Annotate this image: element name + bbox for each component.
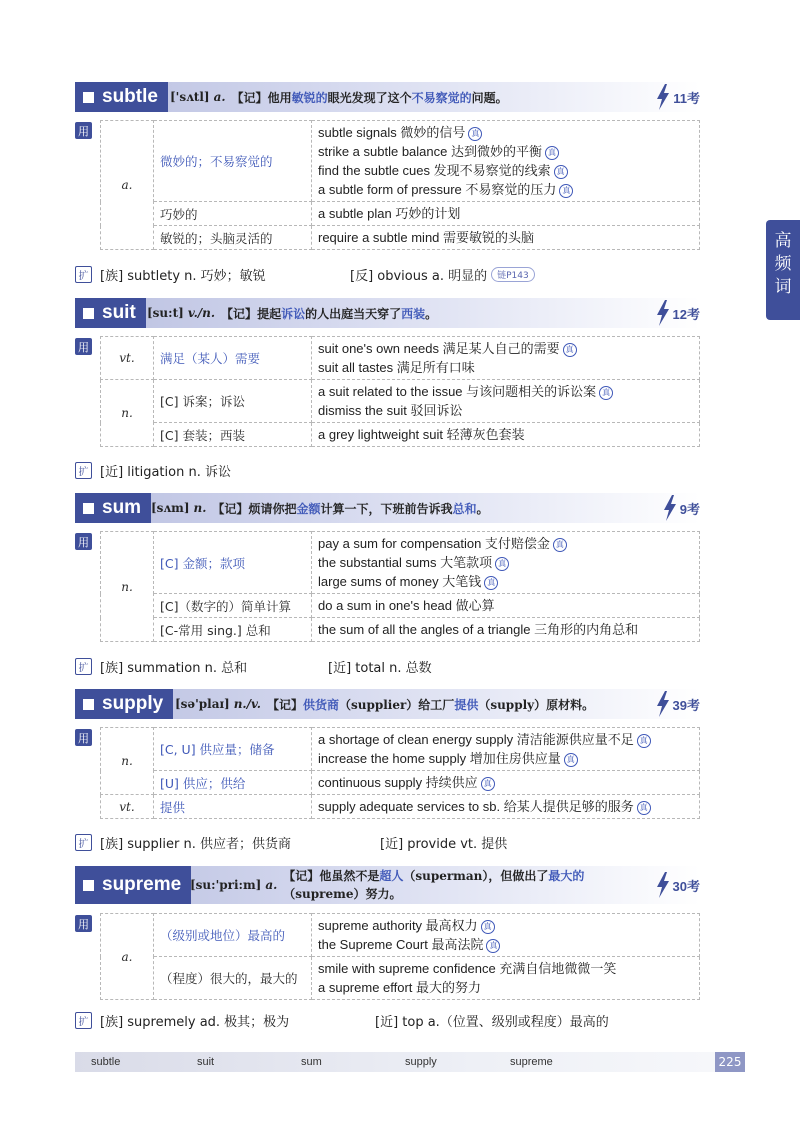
headword-supreme: supreme: [75, 866, 191, 904]
exam-count-sum: 9考: [663, 493, 700, 523]
pos-cell: n.: [101, 728, 154, 795]
page-footer: [75, 1052, 745, 1072]
meaning-cell: 微妙的；不易察觉的: [154, 121, 312, 202]
definition-table-suit: [100, 336, 700, 447]
examples-cell: a suit related to the issue 与该问题相关的诉讼案 真 dismiss the suit 驳回诉讼: [312, 380, 700, 423]
extension-row-subtle: 扩 [族] subtlety n. 巧妙；敏锐 [反] obvious a. 明显的 链P143: [75, 265, 535, 284]
side-tab-c1: 高: [774, 231, 792, 251]
entry-header-supreme: [75, 866, 700, 904]
extension-tag-icon: 扩: [75, 462, 92, 479]
footer-word: supply: [405, 1056, 437, 1068]
meaning-cell: [C, U] 供应量；储备: [154, 728, 312, 771]
table-row: [101, 795, 700, 819]
examples-cell: a shortage of clean energy supply 清洁能源供应量不足 真 increase the home supply 增加住房供应量 真: [312, 728, 700, 771]
lightning-icon: [656, 84, 670, 110]
meaning-cell: [C-常用 sing.] 总和: [154, 618, 312, 642]
pos-cell: n.: [101, 532, 154, 642]
table-row: [101, 380, 700, 423]
page-number: 225: [715, 1052, 745, 1072]
definition-table-sum: [100, 531, 700, 642]
meaning-cell: 巧妙的: [154, 202, 312, 226]
extension-row-sum: 扩 [族] summation n. 总和 [近] total n. 总数: [75, 657, 432, 676]
entry-header-suit: [75, 298, 700, 328]
exam-count-suit: 12考: [656, 298, 700, 328]
examples-cell: require a subtle mind 需要敏锐的头脑: [312, 226, 700, 250]
meaning-cell: 敏锐的；头脑灵活的: [154, 226, 312, 250]
pos-cell: vt.: [101, 795, 154, 819]
lightning-icon: [656, 300, 670, 326]
extension-row-supreme: 扩 [族] supremely ad. 极其；极为 [近] top a.（位置、级别或程度）最高的: [75, 1011, 609, 1030]
meaning-cell: [C] 金额；款项: [154, 532, 312, 594]
table-row: [101, 423, 700, 447]
pos-cell: vt.: [101, 337, 154, 380]
table-row: [101, 532, 700, 594]
side-tab-c2: 频: [774, 254, 792, 274]
extension-row-suit: 扩 [近] litigation n. 诉讼: [75, 461, 231, 480]
extension-tag-icon: 扩: [75, 834, 92, 851]
table-row: [101, 594, 700, 618]
definition-table-subtle: [100, 120, 700, 250]
extension-tag-icon: 扩: [75, 658, 92, 675]
extension-tag-icon: 扩: [75, 1012, 92, 1029]
entry-memo-sum: [sʌm] n. 【记】 烦请你把 金额 计算一下，下班前告诉我 总和 。: [151, 501, 489, 516]
meaning-cell: [C]（数字的）简单计算: [154, 594, 312, 618]
examples-cell: continuous supply 持续供应 真: [312, 771, 700, 795]
examples-cell: supreme authority 最高权力 真 the Supreme Court 最高法院 真: [312, 914, 700, 957]
cross-reference-chip[interactable]: 链P143: [491, 267, 535, 282]
footer-word: suit: [197, 1056, 215, 1068]
table-row: [101, 121, 700, 202]
pos-cell: a.: [101, 914, 154, 1000]
pos-cell: a.: [101, 121, 154, 250]
examples-cell: the sum of all the angles of a triangle 三角形的内角总和: [312, 618, 700, 642]
examples-cell: supply adequate services to sb. 给某人提供足够的服务 真: [312, 795, 700, 819]
meaning-cell: （级别或地位）最高的: [154, 914, 312, 957]
examples-cell: a grey lightweight suit 轻薄灰色套装: [312, 423, 700, 447]
entry-header-supply: [75, 689, 700, 719]
table-row: [101, 728, 700, 771]
table-row: [101, 202, 700, 226]
entry-memo-suit: [su:t] v./n. 【记】 提起 诉讼 的人出庭当天穿了 西装 。: [147, 306, 438, 321]
usage-tag-icon: 用: [75, 338, 92, 355]
usage-tag-icon: 用: [75, 122, 92, 139]
table-row: [101, 618, 700, 642]
usage-tag-icon: 用: [75, 729, 92, 746]
meaning-cell: 满足（某人）需要: [154, 337, 312, 380]
side-tab-c3: 词: [774, 277, 792, 297]
lightning-icon: [663, 495, 677, 521]
meaning-cell: [U] 供应；供给: [154, 771, 312, 795]
table-row: [101, 337, 700, 380]
definition-table-supreme: [100, 913, 700, 1000]
headword-suit: suit: [75, 298, 146, 328]
table-row: [101, 957, 700, 1000]
meaning-cell: [C] 诉案；诉讼: [154, 380, 312, 423]
entry-memo-subtle: ['sʌtl] a. 【记】 他用 敏锐的 眼光发现了这个 不易察觉的 问题。: [170, 90, 508, 105]
table-row: [101, 226, 700, 250]
footer-word: sum: [301, 1056, 322, 1068]
entry-memo-supreme: [su:'pri:m] a. 【记】他虽然不是超人（superman），但做出了最大的（supreme）努力。: [190, 869, 585, 901]
examples-cell: suit one's own needs 满足某人自己的需要 真 suit all tastes 满足所有口味: [312, 337, 700, 380]
meaning-cell: [C] 套装；西装: [154, 423, 312, 447]
examples-cell: a subtle plan 巧妙的计划: [312, 202, 700, 226]
meaning-cell: 提供: [154, 795, 312, 819]
examples-cell: smile with supreme confidence 充满自信地微微一笑 a supreme effort 最大的努力: [312, 957, 700, 1000]
extension-tag-icon: 扩: [75, 266, 92, 283]
entry-header-subtle: [75, 82, 700, 112]
table-row: [101, 914, 700, 957]
meaning-cell: （程度）很大的，最大的: [154, 957, 312, 1000]
entry-memo-supply: [sə'plaɪ] n./v. 【记】 供货商 （supplier）给工厂 提供 （supply）原材料。: [175, 697, 595, 712]
headword-subtle: subtle: [75, 82, 168, 112]
exam-count-supreme: 30考: [656, 866, 700, 904]
lightning-icon: [656, 691, 670, 717]
headword-supply: supply: [75, 689, 173, 719]
examples-cell: subtle signals 微妙的信号 真 strike a subtle balance 达到微妙的平衡 真 find the subtle cues 发现不易察觉的线索 真 a subtle form of pressure 不易察觉的压力 真: [312, 121, 700, 202]
section-tab-high-frequency: [766, 220, 800, 320]
table-row: [101, 771, 700, 795]
footer-word: supreme: [510, 1056, 553, 1068]
footer-word: subtle: [91, 1056, 121, 1068]
lightning-icon: [656, 872, 670, 898]
extension-row-supply: 扩 [族] supplier n. 供应者；供货商 [近] provide vt. 提供: [75, 833, 507, 852]
entry-header-sum: [75, 493, 700, 523]
exam-count-subtle: 11考: [656, 82, 700, 112]
examples-cell: do a sum in one's head 做心算: [312, 594, 700, 618]
usage-tag-icon: 用: [75, 915, 92, 932]
headword-sum: sum: [75, 493, 151, 523]
usage-tag-icon: 用: [75, 533, 92, 550]
pos-cell: n.: [101, 380, 154, 447]
definition-table-supply: [100, 727, 700, 819]
examples-cell: pay a sum for compensation 支付赔偿金 真 the substantial sums 大笔款项 真 large sums of money 大笔钱 真: [312, 532, 700, 594]
exam-count-supply: 39考: [656, 689, 700, 719]
